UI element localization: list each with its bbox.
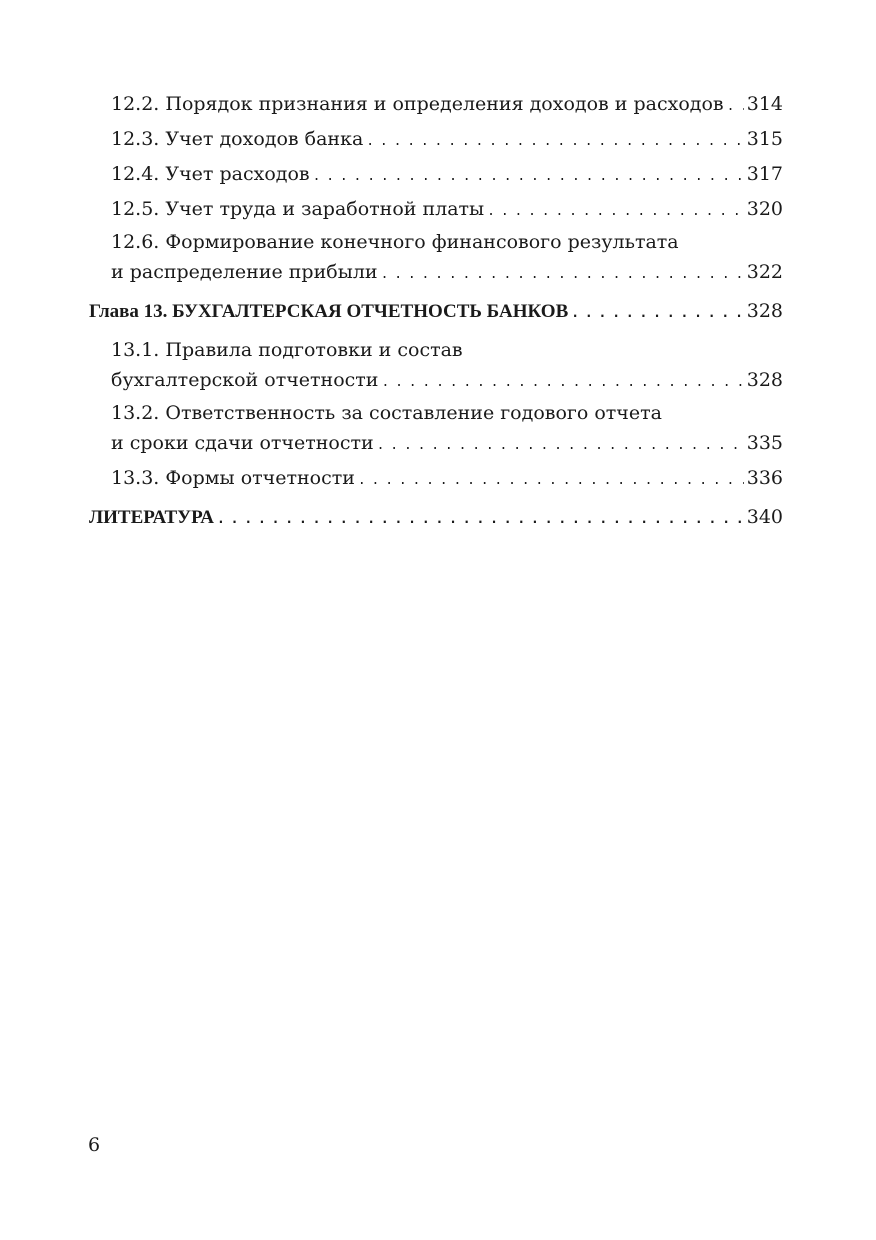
toc-chapter-title: ЛИТЕРАТУРА bbox=[89, 507, 215, 528]
toc-entry-title-line-2: и распределение прибыли bbox=[111, 261, 378, 283]
toc-entry-title-line-2: бухгалтерской отчетности bbox=[111, 369, 379, 391]
toc-entry-page: 335 bbox=[746, 432, 783, 454]
toc-entry-title: 12.4. Учет расходов bbox=[111, 163, 310, 185]
toc-entry-page: 314 bbox=[746, 93, 783, 115]
dot-leader bbox=[217, 504, 744, 536]
toc-chapter-title: Глава 13. БУХГАЛТЕРСКАЯ ОТЧЕТНОСТЬ БАНКОВ bbox=[89, 301, 569, 322]
toc-entry-12-5[interactable] bbox=[89, 193, 783, 228]
dot-leader bbox=[381, 367, 743, 399]
dot-leader bbox=[381, 259, 744, 291]
toc-entry-title: 13.3. Формы отчетности bbox=[111, 467, 355, 489]
toc-entry-title-line-1: 12.6. Формирование конечного финансового результата bbox=[111, 231, 679, 253]
toc-entry-page: 320 bbox=[746, 198, 783, 220]
toc-entry-title-line-1: 13.2. Ответственность за составление годового отчета bbox=[111, 402, 662, 424]
toc-entry-12-2[interactable] bbox=[89, 88, 783, 123]
toc-entry-title-line-1: 13.1. Правила подготовки и состав bbox=[111, 339, 463, 361]
dot-leader bbox=[377, 430, 744, 462]
dot-leader bbox=[358, 465, 744, 497]
toc-entry-title: 12.3. Учет доходов банка bbox=[111, 128, 364, 150]
page-number: 6 bbox=[88, 1134, 101, 1156]
toc-entry-12-6[interactable] bbox=[89, 228, 783, 291]
table-of-contents bbox=[89, 88, 783, 542]
dot-leader bbox=[487, 196, 744, 228]
toc-entry-title-line-2: и сроки сдачи отчетности bbox=[111, 432, 374, 454]
toc-entry-12-3[interactable] bbox=[89, 123, 783, 158]
toc-entry-13-2[interactable] bbox=[89, 399, 783, 462]
toc-literature[interactable] bbox=[89, 501, 783, 536]
dot-leader bbox=[366, 126, 743, 158]
toc-chapter-13[interactable] bbox=[89, 295, 783, 330]
toc-entry-page: 340 bbox=[746, 506, 783, 528]
dot-leader bbox=[313, 161, 744, 193]
toc-entry-page: 336 bbox=[746, 467, 783, 489]
toc-entry-title: 12.2. Порядок признания и определения доходов и расходов bbox=[111, 93, 724, 115]
toc-entry-page: 322 bbox=[746, 261, 783, 283]
toc-entry-12-4[interactable] bbox=[89, 158, 783, 193]
toc-entry-page: 317 bbox=[746, 163, 783, 185]
toc-entry-13-3[interactable] bbox=[89, 462, 783, 497]
dot-leader bbox=[571, 298, 743, 330]
toc-entry-page: 328 bbox=[746, 300, 783, 322]
dot-leader bbox=[727, 91, 744, 123]
toc-entry-page: 315 bbox=[746, 128, 783, 150]
toc-entry-13-1[interactable] bbox=[89, 336, 783, 399]
toc-entry-title: 12.5. Учет труда и заработной платы bbox=[111, 198, 485, 220]
toc-entry-page: 328 bbox=[746, 369, 783, 391]
